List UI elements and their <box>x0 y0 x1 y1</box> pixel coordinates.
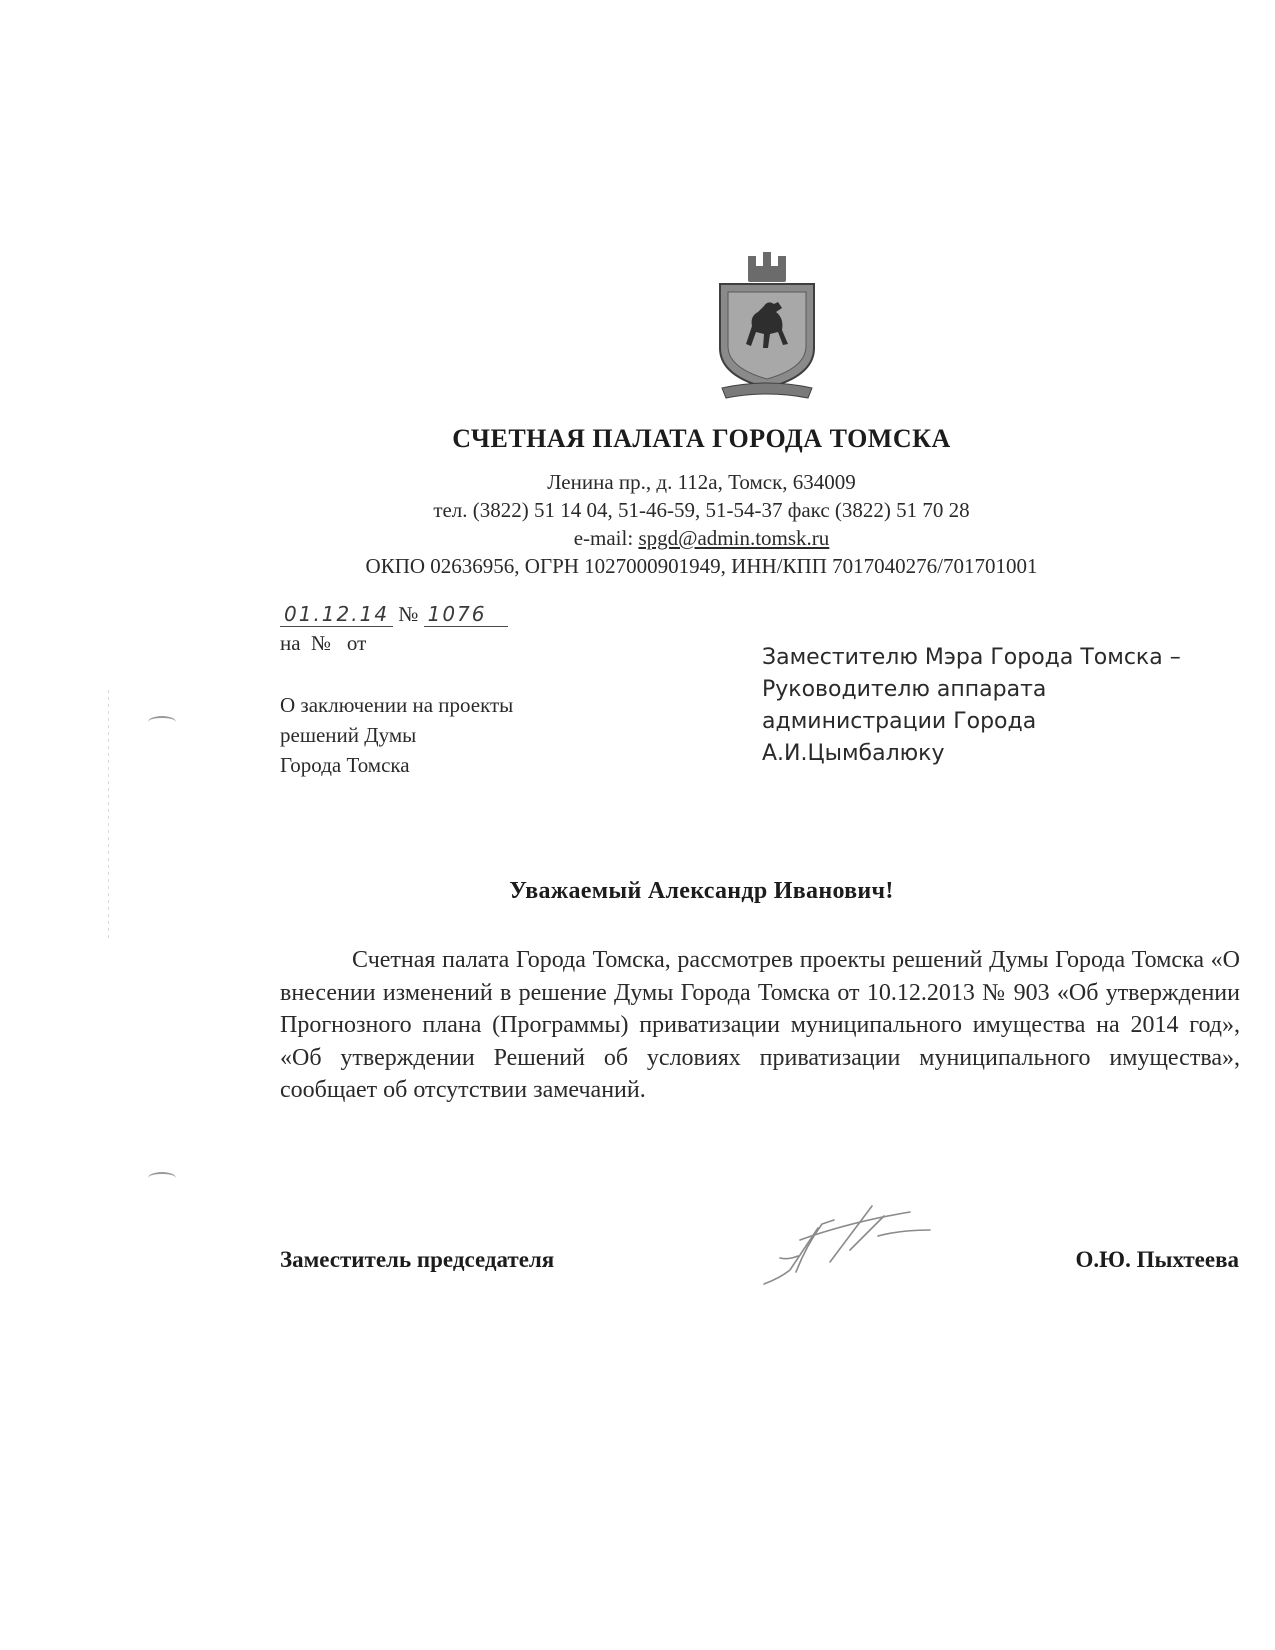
letter-body: Счетная палата Города Томска, рассмотрев проекты решений Думы Города Томска «О внесении изменений в решение Думы Города Томска от 10.12.2013 № 903 «Об утверждении Прогнозного плана (Программы) приватизации муниципального имущества на 2014 год», «Об утверждении Решений об условиях приватизации муниципального имущества», сообщает об отсутствии замечаний. <box>280 947 1240 1103</box>
organization-phones: тел. (3822) 51 14 04, 51-46-59, 51-54-37 факс (3822) 51 70 28 <box>433 498 970 522</box>
letter-subject: О заключении на проекты решений Думы Города Томска <box>280 693 514 777</box>
letter-salutation: Уважаемый Александр Иванович! <box>509 878 894 904</box>
signatory-name: О.Ю. Пыхтеева <box>1075 1247 1239 1272</box>
handwritten-number: 1076 <box>424 602 508 627</box>
signatory-title: Заместитель председателя <box>280 1247 555 1272</box>
outgoing-reference <box>280 602 508 656</box>
letter-addressee: Заместителю Мэра Города Томска – Руководителю аппарата администрации Города А.И.Цымбалюку <box>762 645 1181 766</box>
email-link[interactable]: spgd@admin.tomsk.ru <box>638 526 830 550</box>
reply-reference: на № от <box>280 631 367 655</box>
organization-address: Ленина пр., д. 112а, Томск, 634009 <box>547 470 856 494</box>
reference-line <box>280 602 508 627</box>
organization-registry: ОКПО 02636956, ОГРН 1027000901949, ИНН/КПП 7017040276/701701001 <box>365 554 1038 578</box>
handwritten-date: 01.12.14 <box>280 602 393 627</box>
number-sign: № <box>398 602 419 626</box>
punch-hole-mark <box>148 716 176 728</box>
email-label: e-mail: <box>573 526 639 550</box>
organization-name: СЧЕТНАЯ ПАЛАТА ГОРОДА ТОМСКА <box>452 424 951 453</box>
punch-hole-mark <box>148 1172 176 1184</box>
organization-email-line <box>0 526 1275 551</box>
handwritten-signature-icon <box>760 1200 960 1290</box>
tomsk-coat-of-arms-icon <box>712 252 822 400</box>
